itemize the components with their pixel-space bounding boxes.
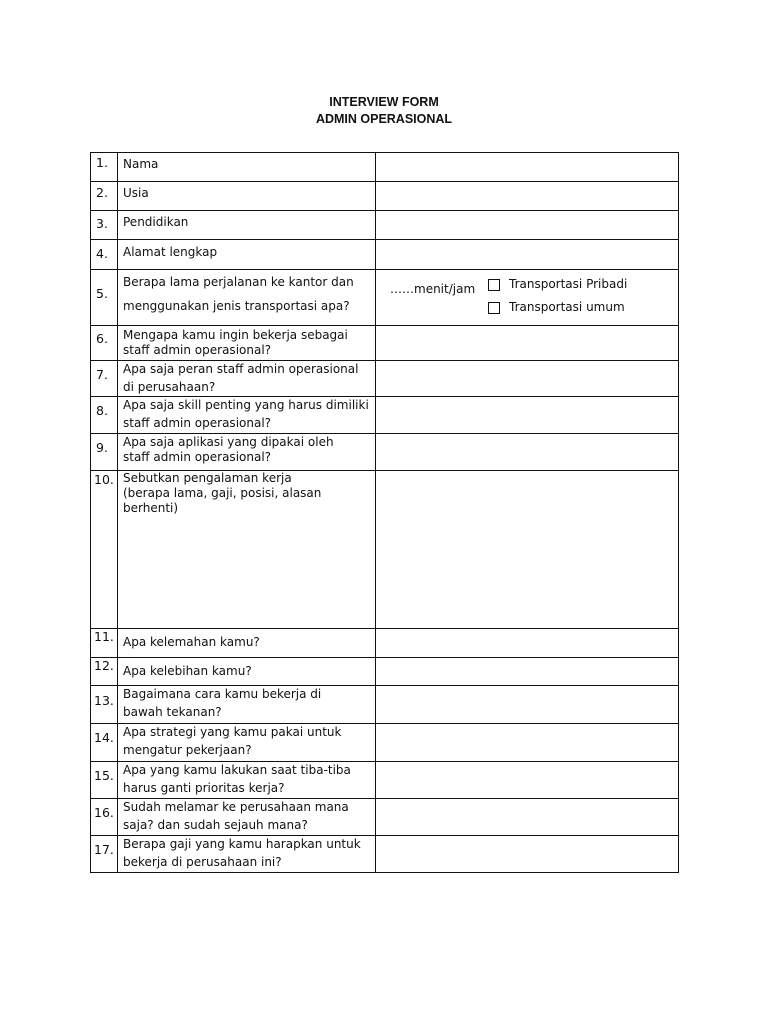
question-text: Mengapa kamu ingin bekerja sebagai <box>123 328 348 342</box>
answer-field[interactable] <box>376 397 679 434</box>
table-row <box>91 724 679 762</box>
question-text: Bagaimana cara kamu bekerja di <box>123 687 322 701</box>
question-text: (berapa lama, gaji, posisi, alasan <box>123 486 322 500</box>
question-text: Sudah melamar ke perusahaan mana <box>123 800 349 814</box>
row-number: 13. <box>94 693 114 708</box>
answer-field[interactable] <box>376 762 679 799</box>
row-number: 12. <box>94 658 114 673</box>
question-text: menggunakan jenis transportasi apa? <box>123 299 350 313</box>
question-text: Pendidikan <box>123 215 189 229</box>
row-number: 17. <box>94 842 114 857</box>
answer-field[interactable] <box>376 471 679 629</box>
answer-field[interactable] <box>376 326 679 361</box>
table-row <box>91 182 679 211</box>
table-row <box>91 836 679 873</box>
answer-field[interactable] <box>376 361 679 397</box>
duration-field[interactable]: ……menit/jam <box>390 282 476 296</box>
answer-field[interactable] <box>376 211 679 240</box>
answer-field[interactable] <box>376 434 679 471</box>
table-row <box>91 658 679 686</box>
question-text: Apa yang kamu lakukan saat tiba-tiba <box>123 763 351 777</box>
form-title: INTERVIEW FORM <box>329 95 439 109</box>
question-text: Berapa gaji yang kamu harapkan untuk <box>123 837 361 851</box>
table-row <box>91 240 679 270</box>
question-text: bekerja di perusahaan ini? <box>123 855 282 869</box>
option-transportasi-umum[interactable] <box>488 300 625 315</box>
answer-field[interactable] <box>376 836 679 873</box>
table-row <box>91 434 679 471</box>
question-text: Apa kelebihan kamu? <box>123 664 252 678</box>
answer-field[interactable] <box>376 240 679 270</box>
row-number: 10. <box>94 472 114 487</box>
row-number: 14. <box>94 730 114 745</box>
question-text: Sebutkan pengalaman kerja <box>123 471 292 485</box>
question-text: Apa saja peran staff admin operasional <box>123 362 359 376</box>
question-text: Apa saja aplikasi yang dipakai oleh <box>123 435 334 449</box>
question-text: di perusahaan? <box>123 380 216 394</box>
row-number: 2. <box>96 185 108 200</box>
table-row <box>91 326 679 361</box>
answer-field <box>376 270 679 326</box>
row-number: 8. <box>96 403 108 418</box>
answer-field[interactable] <box>376 658 679 686</box>
form-subtitle: ADMIN OPERASIONAL <box>315 112 453 126</box>
row-number: 3. <box>96 216 108 231</box>
question-text: staff admin operasional? <box>123 416 272 430</box>
row-number: 6. <box>96 331 108 346</box>
option-label: Transportasi umum <box>509 300 625 314</box>
question-text: staff admin operasional? <box>123 450 272 464</box>
table-row <box>91 686 679 724</box>
question-text: Nama <box>123 157 159 171</box>
checkbox-icon[interactable] <box>488 279 500 291</box>
option-label: Transportasi Pribadi <box>509 277 628 291</box>
table-row <box>91 211 679 240</box>
table-row <box>91 471 679 629</box>
row-number: 15. <box>94 768 114 783</box>
row-number: 5. <box>96 286 108 301</box>
question-text: harus ganti prioritas kerja? <box>123 781 285 795</box>
answer-field[interactable] <box>376 153 679 182</box>
option-transportasi-pribadi[interactable] <box>488 277 627 292</box>
question-text: Apa saja skill penting yang harus dimiliki <box>123 398 369 412</box>
question-text: berhenti) <box>123 501 179 515</box>
question-text: Berapa lama perjalanan ke kantor dan <box>123 275 354 289</box>
answer-field[interactable] <box>376 629 679 658</box>
row-number: 16. <box>94 805 114 820</box>
answer-field[interactable] <box>376 686 679 724</box>
table-row <box>91 799 679 836</box>
question-text: Apa strategi yang kamu pakai untuk <box>123 725 342 739</box>
row-number: 11. <box>94 629 114 644</box>
question-text: staff admin operasional? <box>123 343 272 357</box>
interview-table <box>90 152 679 873</box>
answer-field[interactable] <box>376 799 679 836</box>
question-text: Apa kelemahan kamu? <box>123 635 260 649</box>
answer-field[interactable] <box>376 724 679 762</box>
question-text: mengatur pekerjaan? <box>123 743 252 757</box>
question-text: Alamat lengkap <box>123 245 218 259</box>
row-number: 9. <box>96 440 108 455</box>
row-number: 7. <box>96 367 108 382</box>
checkbox-icon[interactable] <box>488 302 500 314</box>
table-row <box>91 629 679 658</box>
row-number: 4. <box>96 246 108 261</box>
table-row <box>91 153 679 182</box>
question-text: saja? dan sudah sejauh mana? <box>123 818 308 832</box>
table-row <box>91 762 679 799</box>
answer-field[interactable] <box>376 182 679 211</box>
question-text: bawah tekanan? <box>123 705 222 719</box>
table-row <box>91 397 679 434</box>
table-row <box>91 270 679 326</box>
table-row <box>91 361 679 397</box>
question-text: Usia <box>123 186 149 200</box>
row-number: 1. <box>96 155 108 170</box>
